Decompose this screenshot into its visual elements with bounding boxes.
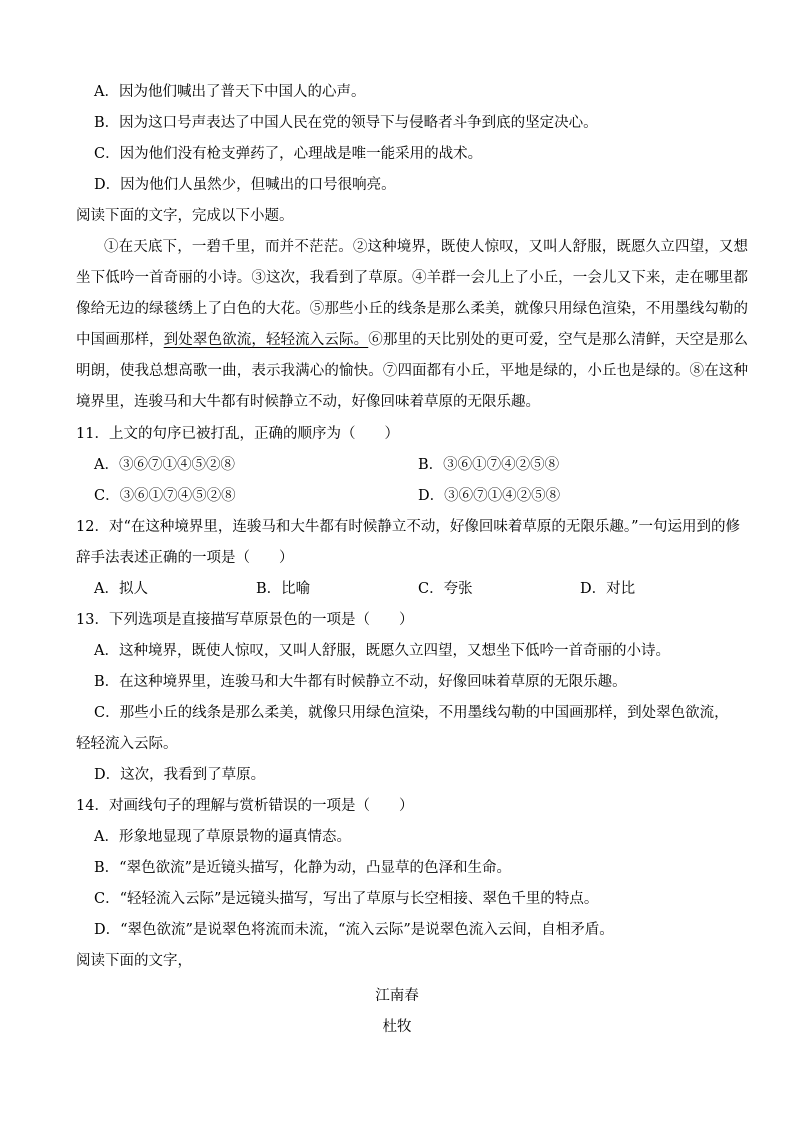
underlined-sentence: 到处翠色欲流，轻轻流入云际。 (163, 332, 369, 348)
q13-option-a: A．这种境界，既使人惊叹，又叫人舒服，既愿久立四望，又想坐下低吟一首奇丽的小诗。 (94, 643, 670, 659)
q14-option-b: B．“翠色欲流”是近镜头描写，化静为动，凸显草的色泽和生命。 (94, 860, 511, 876)
q12-stem-line2: 辞手法表述正确的一项是（ ） (76, 550, 294, 566)
q11-option-c: C．③⑥①⑦④⑤②⑧ (94, 488, 236, 504)
reading-intro: 阅读下面的文字，完成以下小题。 (76, 208, 294, 224)
q10-option-c: C．因为他们没有枪支弹药了，心理战是唯一能采用的战术。 (94, 146, 483, 162)
q14-option-d: D．“翠色欲流”是说翠色将流而未流，“流入云际”是说翠色流入云间，自相矛盾。 (94, 922, 614, 938)
q12-option-a: A．拟人 (94, 581, 148, 597)
q13-option-b: B．在这种境界里，连骏马和大牛都有时候静立不动，好像回味着草原的无限乐趣。 (94, 674, 627, 690)
passage-part-1: ①在天底下，一碧千里，而并不茫茫。②这种境界，既使人惊叹，又叫人舒服，既愿久立四望，又想坐下低吟一首奇丽的小诗。③这次，我看到了草原。④羊群一会儿上了小丘，一会儿又下来，走在哪里都像给无边的绿毯绣上了白色的大花。⑤那些小丘的线条是那么柔美，就像只用绿色渲染，不用墨线勾勒的中国画那样， (76, 239, 748, 348)
reading-intro-2: 阅读下面的文字， (76, 953, 192, 969)
reading-passage (76, 232, 748, 418)
q14-option-a: A．形象地显现了草原景物的逼真情态。 (94, 829, 351, 845)
q12-option-d: D．对比 (580, 581, 636, 597)
q14-stem: 14．对画线句子的理解与赏析错误的一项是（ ） (76, 798, 414, 814)
q10-option-b: B．因为这口号声表达了中国人民在党的领导下与侵略者斗争到底的坚定决心。 (94, 115, 598, 131)
q10-option-d: D．因为他们人虽然少，但喊出的口号很响亮。 (94, 177, 396, 193)
q13-option-c-line2: 轻轻流入云际。 (76, 736, 178, 752)
q13-option-d: D．这次，我看到了草原。 (94, 767, 266, 783)
q13-stem: 13．下列选项是直接描写草原景色的一项是（ ） (76, 612, 414, 628)
q10-option-a: A．因为他们喊出了普天下中国人的心声。 (94, 84, 366, 100)
poem-title: 江南春 (375, 988, 419, 1004)
poem-author: 杜牧 (382, 1019, 412, 1035)
passage-part-2: ⑥那里的天比别处的更可爱，空气是那么清鲜，天空是那么明朗，使我总想高歌一曲，表示我满心的愉快。⑦四面都有小丘，平地是绿的，小丘也是绿的。⑧在这种境界里，连骏马和大牛都有时候静立不动，好像回味着草原的无限乐趣。 (76, 332, 749, 410)
q12-option-b: B．比喻 (256, 581, 311, 597)
q14-option-c: C．“轻轻流入云际”是远镜头描写，写出了草原与长空相接、翠色千里的特点。 (94, 891, 599, 907)
q12-option-c: C．夸张 (418, 581, 473, 597)
q13-option-c-line1: C．那些小丘的线条是那么柔美，就像只用绿色渲染，不用墨线勾勒的中国画那样，到处翠色欲流， (94, 705, 729, 721)
q11-option-d: D．③⑥⑦①④②⑤⑧ (418, 488, 561, 504)
q11-stem: 11．上文的句序已被打乱，正确的顺序为（ ） (76, 426, 399, 442)
q11-option-b: B．③⑥①⑦④②⑤⑧ (418, 457, 560, 473)
q12-stem-line1: 12．对“在这种境界里，连骏马和大牛都有时候静立不动，好像回味着草原的无限乐趣。”一句运用到的修 (76, 519, 741, 535)
q11-option-a: A．③⑥⑦①④⑤②⑧ (94, 457, 235, 473)
